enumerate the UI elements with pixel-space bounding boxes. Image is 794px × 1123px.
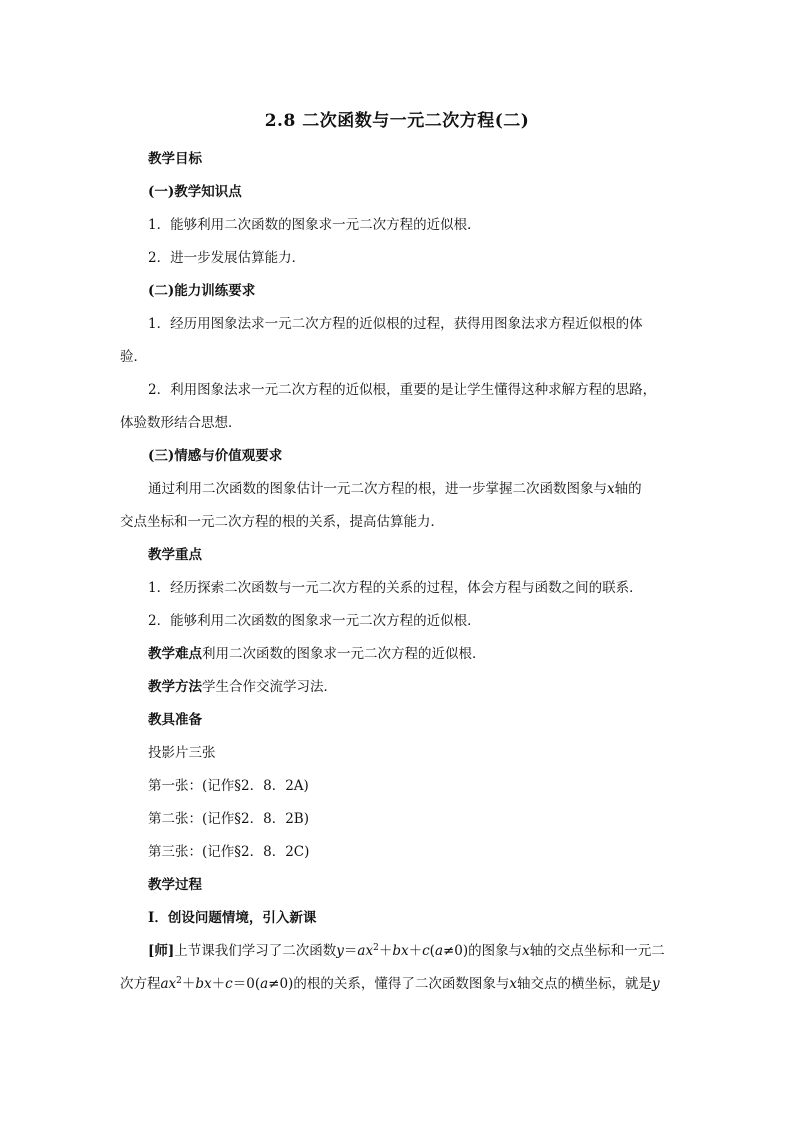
p1-plus-1: ＋: [378, 943, 393, 959]
teacher-tag: [师]: [148, 943, 175, 959]
section-1-heading: Ⅰ．创设问题情境，引入新课: [148, 910, 317, 926]
p1-text-a: 上节课我们学习了二次函数: [174, 943, 337, 959]
difficulty-text: 利用二次函数的图象求一元二次方程的近似根．: [202, 646, 486, 662]
tools-item-3: 第二张：(记作§2．8．2B): [148, 811, 309, 827]
ability-item-1-line-2: 验．: [120, 349, 147, 365]
emotion-line-2: 交点坐标和一元二次方程的根的关系，提高估算能力．: [120, 514, 444, 530]
p2-eq0: ＝0(: [232, 976, 261, 992]
key-heading: 教学重点: [148, 547, 202, 563]
p1-c: c: [422, 943, 430, 959]
difficulty-line: [148, 644, 680, 664]
method-label: 教学方法: [148, 679, 202, 695]
p1-ax: ax: [357, 943, 374, 959]
p1-var-a: a: [434, 943, 443, 959]
method-text: 学生合作交流学习法．: [202, 679, 337, 695]
emotion-text-2: 轴的: [614, 481, 642, 497]
p1-bx: bx: [392, 943, 409, 959]
key-item-1: 1．经历探索二次函数与一元二次方程的关系的过程，体会方程与函数之间的联系．: [148, 580, 643, 596]
p2-var-x: x: [509, 976, 517, 992]
paragraph-line-1: [148, 941, 680, 961]
p1-plus-2: ＋: [408, 943, 423, 959]
key-item-2: 2．能够利用二次函数的图象求一元二次方程的近似根．: [148, 613, 481, 629]
p1-neq: ≠0)的图象与: [443, 943, 523, 959]
process-heading: 教学过程: [148, 877, 202, 893]
knowledge-item-2: 2．进一步发展估算能力．: [148, 250, 306, 266]
p1-paren: (: [429, 943, 435, 959]
knowledge-heading: (一)教学知识点: [148, 184, 242, 200]
p2-plus-1: ＋: [181, 976, 196, 992]
page-title: 2.8 二次函数与一元二次方程(二): [264, 111, 530, 131]
p1-square: 2: [373, 943, 379, 953]
p2-bx: bx: [195, 976, 212, 992]
emotion-heading: (三)情感与价值观要求: [148, 448, 283, 464]
p1-var-y: y: [336, 943, 344, 959]
p2-ax: ax: [160, 976, 177, 992]
difficulty-label: 教学难点: [148, 646, 202, 662]
knowledge-item-1: 1．能够利用二次函数的图象求一元二次方程的近似根．: [148, 217, 481, 233]
p1-var-x: x: [522, 943, 530, 959]
emotion-line-1: [148, 479, 680, 499]
ability-item-2-line-2: 体验数形结合思想．: [120, 415, 242, 431]
tools-item-1: 投影片三张: [148, 745, 216, 761]
ability-heading: (二)能力训练要求: [148, 283, 256, 299]
x-variable: x: [607, 481, 615, 497]
p2-plus-2: ＋: [211, 976, 226, 992]
p1-eq: ＝: [343, 943, 358, 959]
tools-item-2: 第一张：(记作§2．8．2A): [148, 778, 309, 794]
p2-var-y: y: [651, 976, 660, 992]
tools-item-4: 第三张：(记作§2．8．2C): [148, 844, 310, 860]
emotion-text-1: 通过利用二次函数的图象估计一元二次方程的根，进一步掌握二次函数图象与: [148, 481, 607, 497]
p2-neq: ≠0)的根的关系，懂得了二次函数图象与: [268, 976, 510, 992]
p2-var-a: a: [260, 976, 269, 992]
tools-heading: 教具准备: [148, 712, 202, 728]
p2-text-a: 次方程: [120, 976, 161, 992]
p1-tail: 轴的交点坐标和一元二: [529, 943, 665, 959]
ability-item-2-line-1: 2．利用图象法求一元二次方程的近似根，重要的是让学生懂得这种求解方程的思路，: [148, 382, 657, 398]
p2-square: 2: [176, 976, 182, 986]
p2-c: c: [225, 976, 233, 992]
ability-item-1-line-1: 1．经历用图象法求一元二次方程的近似根的过程，获得用图象法求方程近似根的体: [148, 316, 643, 332]
method-line: [148, 677, 680, 697]
p2-tail: 轴交点的横坐标，就是: [516, 976, 652, 992]
paragraph-line-2: [120, 974, 680, 994]
objectives-heading: 教学目标: [148, 151, 202, 167]
